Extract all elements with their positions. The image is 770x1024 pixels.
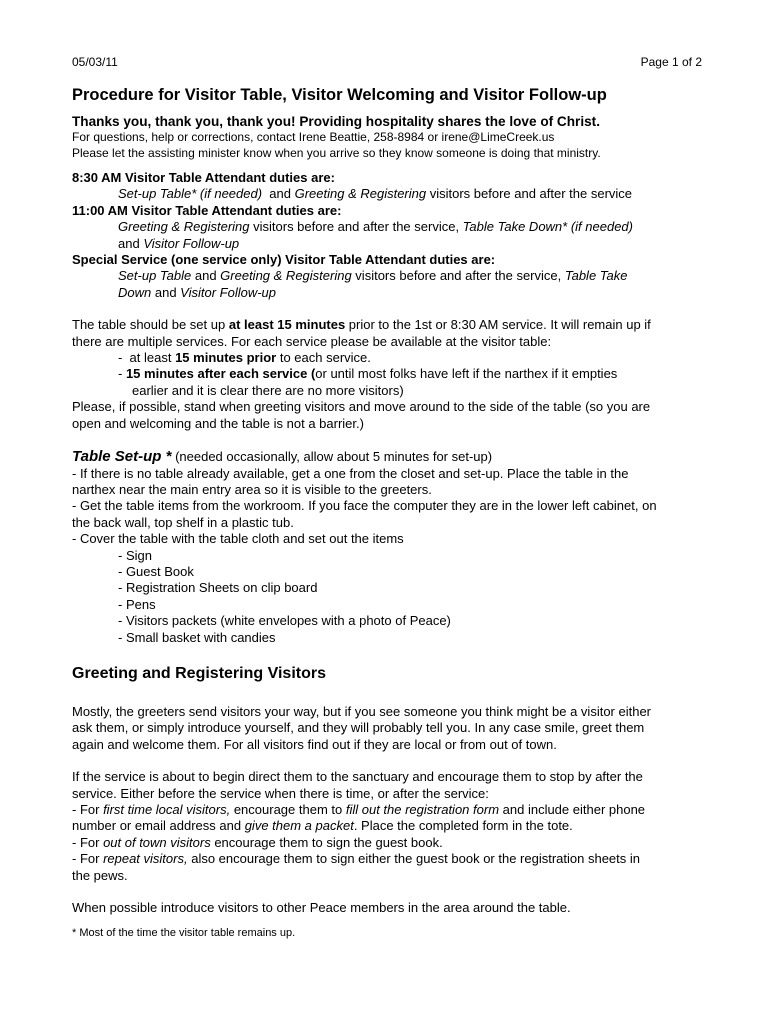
- document-title: Procedure for Visitor Table, Visitor Welcoming and Visitor Follow-up: [72, 86, 607, 104]
- duties-special-heading: Special Service (one service only) Visitor Table Attendant duties are:: [72, 252, 496, 268]
- setup-item: - Registration Sheets on clip board: [118, 580, 318, 596]
- contact-line: For questions, help or corrections, contact Irene Beattie, 258-8984 or irene@LimeCreek.us: [72, 130, 555, 144]
- setup-item: - Visitors packets (white envelopes with a photo of Peace): [118, 613, 451, 629]
- duties-1100-heading: 11:00 AM Visitor Table Attendant duties are:: [72, 202, 342, 218]
- duties-special-text-2: Down and Visitor Follow-up: [118, 284, 277, 300]
- document-date: 05/03/11: [72, 55, 118, 69]
- greeting-heading: Greeting and Registering Visitors: [72, 664, 326, 682]
- duties-section: [72, 170, 702, 301]
- footnote: * Most of the time the visitor table remains up.: [72, 927, 296, 940]
- setup-timing-line-1: The table should be set up at least 15 minutes prior to the 1st or 8:30 AM service. It will remain up if: [72, 317, 651, 333]
- stand-note-line-2: open and welcoming and the table is not a barrier.): [72, 415, 364, 431]
- arrival-note: Please let the assisting minister know when you arrive so they know someone is doing that ministry.: [72, 145, 601, 160]
- greeting-section: [72, 664, 702, 916]
- greeting-p2-line-1: If the service is about to begin direct them to the sanctuary and encourage them to stop by after the: [72, 769, 643, 785]
- out-of-town-visitors-line: - For out of town visitors encourage them to sign the guest book.: [72, 834, 443, 850]
- table-setup-line-5: - Cover the table with the table cloth and set out the items: [72, 531, 404, 547]
- document-page: [72, 54, 702, 940]
- duties-830-heading: 8:30 AM Visitor Table Attendant duties are:: [72, 170, 335, 185]
- duties-1100-text-2: and Visitor Follow-up: [118, 235, 240, 251]
- first-time-visitors-line-2: number or email address and give them a packet. Place the completed form in the tote.: [72, 818, 573, 834]
- setup-item: - Pens: [118, 596, 156, 612]
- page-number: Page 1 of 2: [640, 55, 702, 69]
- greeting-p2-line-2: service. Either before the service when there is time, or after the service:: [72, 785, 489, 801]
- duties-1100-text: Greeting & Registering visitors before and after the service, Table Take Down* (if needed): [118, 219, 633, 235]
- setup-item: - Small basket with candies: [118, 629, 276, 645]
- table-setup-line-1: - If there is no table already available, get a one from the closet and set-up. Place the table in the: [72, 465, 629, 481]
- greeting-p1-line-2: ask them, or simply introduce yourself, and they will probably tell you. In any case smile, greet them: [72, 720, 645, 736]
- duties-special-text: Set-up Table and Greeting & Registering visitors before and after the service, Table Take: [118, 268, 628, 284]
- repeat-visitors-line-1: - For repeat visitors, also encourage them to sign either the guest book or the registration sheets in: [72, 851, 640, 867]
- table-setup-section: [72, 449, 702, 646]
- timing-bullet-2: - 15 minutes after each service (or until most folks have left if the narthex if it empties: [118, 366, 618, 382]
- setup-item: - Sign: [118, 547, 152, 563]
- first-time-visitors-line-1: - For first time local visitors, encourage them to fill out the registration form and include either phone: [72, 802, 646, 817]
- setup-item: - Guest Book: [118, 563, 194, 579]
- introduce-visitors-line: When possible introduce visitors to other Peace members in the area around the table.: [72, 900, 571, 916]
- repeat-visitors-line-2: the pews.: [72, 867, 128, 883]
- thanks-line: Thanks you, thank you, thank you! Providing hospitality shares the love of Christ.: [72, 114, 600, 129]
- timing-bullet-1: - at least 15 minutes prior to each service.: [118, 350, 371, 366]
- greeting-p1-line-1: Mostly, the greeters send visitors your way, but if you see someone you think might be a visitor either: [72, 703, 652, 719]
- timing-bullet-2-cont: earlier and it is clear there are no more visitors): [132, 382, 404, 398]
- greeting-p1-line-3: again and welcome them. For all visitors find out if they are local or from out of town.: [72, 736, 557, 752]
- stand-note-line-1: Please, if possible, stand when greeting visitors and move around to the side of the table (so you are: [72, 399, 651, 415]
- table-setup-line-2: narthex near the main entry area so it is visible to the greeters.: [72, 481, 432, 497]
- duties-830-text: Set-up Table* (if needed) and Greeting & Registering visitors before and after the service: [118, 186, 633, 202]
- table-setup-line-3: - Get the table items from the workroom. If you face the computer they are in the lower left cabinet, on: [72, 498, 657, 514]
- table-setup-line-4: the back wall, top shelf in a plastic tub.: [72, 514, 294, 530]
- setup-timing-line-2: there are multiple services. For each service please be available at the visitor table:: [72, 333, 552, 349]
- table-setup-heading: Table Set-up * (needed occasionally, allow about 5 minutes for set-up): [72, 448, 493, 466]
- setup-timing-section: [72, 317, 702, 432]
- page-header: [72, 54, 702, 70]
